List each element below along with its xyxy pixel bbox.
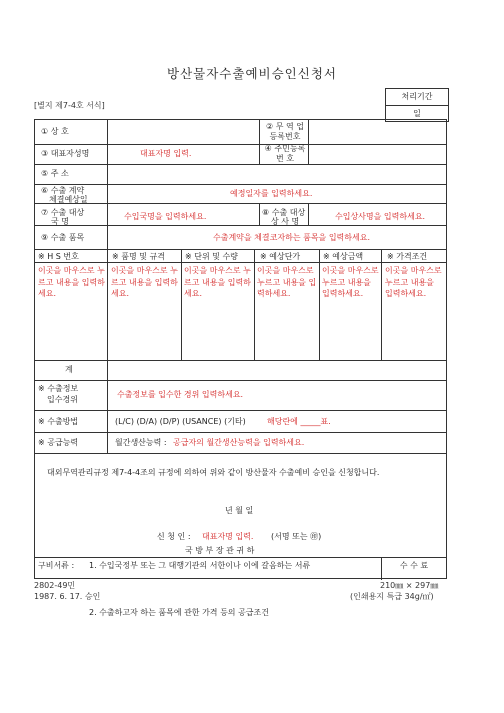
divider <box>35 249 446 250</box>
form-title: 방산물자수출예비승인신청서 <box>167 66 337 81</box>
supply-sub-label: 월간생산능력 : <box>115 438 167 447</box>
supply-value[interactable]: 공급자의 월간생산능력을 입력하세요. <box>173 438 305 447</box>
divider <box>181 249 182 360</box>
declaration-text: 대외무역관리규정 제7-4-4조의 규정에 의하여 위와 같이 방산물자 수출예비 승인을 신청합니다. <box>47 468 380 477</box>
divider <box>35 262 446 263</box>
rep-name-label: ③ 대표자성명 <box>41 149 90 158</box>
supply-label: ※ 공급능력 <box>38 438 79 447</box>
method-options: (L/C) (D/A) (D/P) (USANCE) (기타) <box>115 417 246 426</box>
documents-item-2: 2. 수출하고자 하는 품목에 관한 가격 등의 공급조건 <box>89 608 269 617</box>
method-value[interactable]: 해당란에 _____표. <box>267 417 331 426</box>
contract-date-label-2: 체결예상일 <box>49 195 88 204</box>
divider <box>35 410 446 411</box>
item-label: ⑨ 수출 품목 <box>41 233 85 242</box>
item-value[interactable]: 수출계약을 체결코자하는 품목을 입력하세요. <box>213 233 371 242</box>
divider <box>35 380 446 381</box>
col-header-hs: ※ H S 번호 <box>38 252 79 261</box>
divider <box>35 184 446 185</box>
divider <box>107 410 108 453</box>
dest-buyer-label-2: 상 사 명 <box>271 217 300 226</box>
divider <box>35 557 446 558</box>
divider <box>107 360 108 380</box>
divider <box>308 120 309 164</box>
dest-country-label: ⑦ 수출 대상 <box>41 208 85 217</box>
info-value[interactable]: 수출정보를 입수한 경위 입력하세요. <box>117 390 244 399</box>
processing-period-header: 처리기간 <box>386 89 448 106</box>
documents-label: 구비서류 : <box>38 561 75 570</box>
col-header-terms: ※ 가격조건 <box>387 252 428 261</box>
contract-date-value[interactable]: 예정일자를 입력하세요. <box>230 189 313 198</box>
documents-item-1: 1. 수입국정부 또는 그 대행기관의 서한이나 이에 갈음하는 서류 <box>89 561 311 570</box>
sign-note: (서명 또는 ㊞) <box>271 532 322 541</box>
divider <box>35 164 446 165</box>
contract-date-label: ⑥ 수출 계약 <box>41 186 85 195</box>
trade-name-label: ① 상 호 <box>41 127 69 136</box>
divider <box>319 249 320 360</box>
divider <box>107 249 108 360</box>
addressee: 국 방 부 장 관 귀 하 <box>185 546 255 555</box>
applicant-value[interactable]: 대표자명 입력. <box>202 532 254 541</box>
divider <box>107 380 108 410</box>
address-label: ⑤ 주 소 <box>41 169 69 178</box>
divider <box>107 120 108 225</box>
trade-biz-no-label-2: 등록번호 <box>269 132 301 141</box>
paper-spec: (인쇄용지 특급 34g/㎡) <box>350 592 434 601</box>
processing-period-value: 일 <box>413 109 421 118</box>
divider <box>35 225 446 226</box>
processing-period-box <box>385 88 449 122</box>
rep-name-value[interactable]: 대표자명 입력. <box>140 149 192 158</box>
resident-no-label: ④ 주민등록 <box>264 144 306 153</box>
info-label-2: 입수경위 <box>47 395 78 404</box>
dest-buyer-label: ⑧ 수출 대상 <box>262 208 306 217</box>
cell-unit-price[interactable]: 이곳을 마우스로 누르고 내용을 입력하세요. <box>257 266 317 298</box>
cell-qty[interactable]: 이곳을 마우스로 누르고 내용을 입력하세요. <box>184 266 251 298</box>
divider <box>35 360 446 361</box>
approval-date: 1987. 6. 17. 승인 <box>34 592 101 601</box>
divider <box>308 203 309 225</box>
divider <box>107 226 108 249</box>
cell-name[interactable]: 이곳을 마우스로 누르고 내용을 입력하세요. <box>111 266 178 298</box>
fee-label: 수 수 료 <box>399 561 429 570</box>
divider <box>259 120 260 164</box>
info-label: ※ 수출정보 <box>38 384 79 393</box>
trade-biz-no-label: ② 무 역 업 <box>266 122 304 131</box>
attachment-label: [별지 제7-4호 서식] <box>34 101 105 110</box>
total-label: 계 <box>65 365 73 374</box>
divider <box>35 203 446 204</box>
divider <box>254 249 255 360</box>
dest-country-value[interactable]: 수입국명을 입력하세요. <box>124 212 207 221</box>
col-header-amount: ※ 예상금액 <box>323 252 364 261</box>
date-line: 년 월 일 <box>225 506 254 515</box>
dest-buyer-value[interactable]: 수입상사명을 입력하세요. <box>335 212 426 221</box>
method-label: ※ 수출방법 <box>38 417 79 426</box>
col-header-name: ※ 품명 및 규격 <box>112 252 165 261</box>
divider <box>35 453 446 454</box>
col-header-qty: ※ 단위 및 수량 <box>185 252 238 261</box>
applicant-label: 신 청 인 : <box>157 532 191 541</box>
dest-country-label-2: 국 명 <box>51 217 69 226</box>
divider <box>35 144 446 145</box>
divider <box>259 203 260 225</box>
cell-amount[interactable]: 이곳을 마우스로 누르고 내용을 입력하세요. <box>322 266 379 298</box>
cell-terms[interactable]: 이곳을 마우스로 누르고 내용을 입력하세요. <box>385 266 442 298</box>
col-header-unit-price: ※ 예상단가 <box>260 252 301 261</box>
divider <box>381 249 382 360</box>
resident-no-label-2: 번 호 <box>276 154 294 163</box>
paper-size: 210㎜ × 297㎜ <box>380 581 439 590</box>
cell-hs[interactable]: 이곳을 마우스로 누르고 내용을 입력하세요. <box>38 266 105 298</box>
divider <box>35 432 446 433</box>
form-number: 2802-49민 <box>34 581 76 590</box>
